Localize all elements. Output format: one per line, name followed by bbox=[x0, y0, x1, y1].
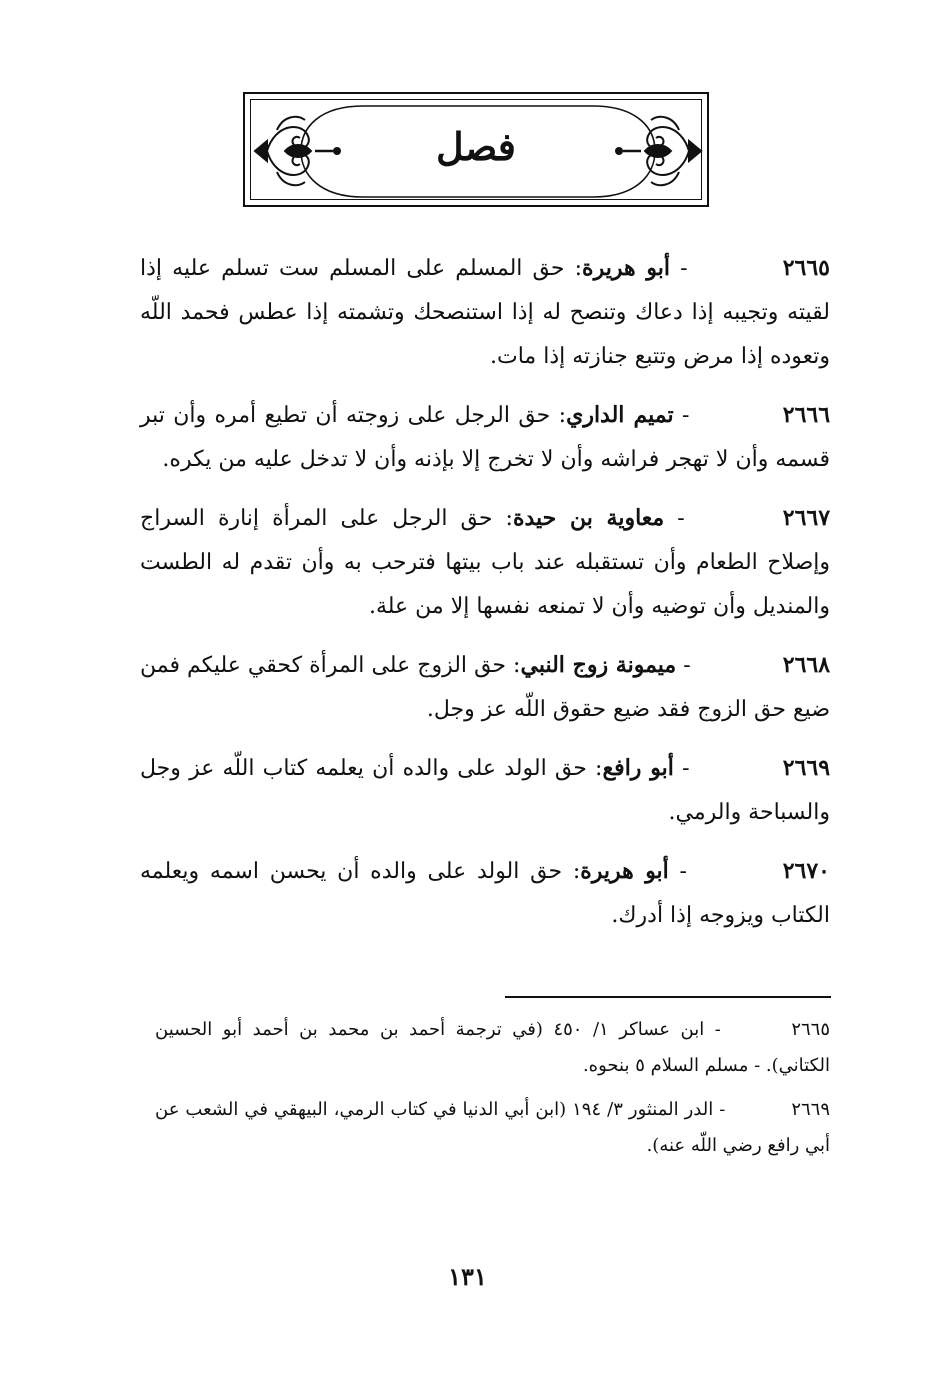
ornament-frame-art bbox=[245, 94, 711, 209]
hadith-entry: ٢٦٦٦ - تميم الداري: حق الرجل على زوجته أن تطيع أمره وأن تبر قسمه وأن لا تهجر فراشه وأن لا تخرج إلا بإذنه وأن لا تدخل عليه من يكره. bbox=[140, 402, 831, 472]
entry-number: ٢٦٦٧ bbox=[782, 505, 831, 531]
entry-text: حق الزوج على المرأة كحقي عليكم فمن ضيع حق الزوج فقد ضيع حقوق اللّه عز وجل. bbox=[140, 653, 830, 722]
left-ornament-icon bbox=[255, 117, 340, 185]
entry-number: ٢٦٧٠ bbox=[782, 858, 830, 884]
hadith-entries bbox=[140, 246, 830, 952]
footnote-number: ٢٦٦٥ bbox=[791, 1019, 830, 1040]
entry-text: حق الرجل على زوجته أن تطيع أمره وأن تبر قسمه وأن لا تهجر فراشه وأن لا تخرج إلا بإذنه وأن لا تدخل عليه من يكره. bbox=[140, 403, 830, 472]
footnote-text: ابن عساكر ١/ ٤٥٠ (في ترجمة أحمد بن محمد بن أحمد أبو الحسين الكتاني). - مسلم السلام ٥ بنحوه. bbox=[155, 1019, 830, 1076]
footnote-divider bbox=[505, 996, 831, 998]
narrator-name: معاوية بن حيدة bbox=[512, 505, 665, 531]
footnote-number: ٢٦٦٩ bbox=[791, 1099, 830, 1120]
footnotes bbox=[155, 1012, 830, 1172]
entry-number: ٢٦٦٦ bbox=[782, 402, 831, 428]
hadith-entry: ٢٦٧٠ - أبو هريرة: حق الولد على والده أن يحسن اسمه ويعلمه الكتاب ويزوجه إذا أدرك. bbox=[140, 858, 830, 928]
footnote: ٢٦٦٥ - ابن عساكر ١/ ٤٥٠ (في ترجمة أحمد بن محمد بن أحمد أبو الحسين الكتاني). - مسلم السلام ٥ بنحوه. bbox=[155, 1019, 830, 1076]
hadith-entry: ٢٦٦٧ - معاوية بن حيدة: حق الرجل على المرأة إنارة السراج وإصلاح الطعام وأن تستقبله عند باب بيتها فترحب به وأن تقدم له الطست والمنديل وأن توضيه وأن لا تمنعه نفسها إلا من علة. bbox=[140, 505, 831, 619]
footnote: ٢٦٦٩ - الدر المنثور ٣/ ١٩٤ (ابن أبي الدنيا في كتاب الرمي، البيهقي في الشعب عن أبي رافع رضي اللّه عنه). bbox=[155, 1099, 830, 1156]
entry-text: حق الولد على والده أن يحسن اسمه ويعلمه الكتاب ويزوجه إذا أدرك. bbox=[140, 859, 830, 928]
chapter-title: فصل bbox=[436, 124, 516, 169]
entry-number: ٢٦٦٥ bbox=[782, 255, 830, 281]
entry-text: حق الرجل على المرأة إنارة السراج وإصلاح الطعام وأن تستقبله عند باب بيتها فترحب به وأن تقدم له الطست والمنديل وأن توضيه وأن لا تمنعه نفسها إلا من علة. bbox=[140, 506, 830, 619]
narrator-name: تميم الداري bbox=[566, 402, 674, 428]
narrator-name: أبو رافع bbox=[602, 755, 674, 781]
narrator-name: أبو هريرة bbox=[580, 858, 669, 884]
page-number: ١٣١ bbox=[448, 1262, 487, 1291]
narrator-name: ميمونة زوج النبي bbox=[520, 652, 677, 678]
hadith-entry: ٢٦٦٩ - أبو رافع: حق الولد على والده أن يعلمه كتاب اللّه عز وجل والسباحة والرمي. bbox=[140, 755, 831, 825]
right-ornament-icon bbox=[616, 117, 701, 185]
hadith-entry: ٢٦٦٥ - أبو هريرة: حق المسلم على المسلم ست تسلم عليه إذا لقيته وتجيبه إذا دعاك وتنصح له إذا استنصحك وتشمته إذا عطس فحمد اللّه وتعوده إذا مرض وتتبع جنازته إذا مات. bbox=[140, 255, 830, 369]
entry-text: حق المسلم على المسلم ست تسلم عليه إذا لقيته وتجيبه إذا دعاك وتنصح له إذا استنصحك وتشمته إذا عطس فحمد اللّه وتعوده إذا مرض وتتبع جنازته إذا مات. bbox=[140, 256, 830, 369]
entry-text: حق الولد على والده أن يعلمه كتاب اللّه عز وجل والسباحة والرمي. bbox=[140, 756, 830, 825]
narrator-name: أبو هريرة bbox=[582, 255, 670, 281]
entry-number: ٢٦٦٩ bbox=[782, 755, 831, 781]
chapter-title-frame bbox=[243, 92, 709, 207]
footnote-text: الدر المنثور ٣/ ١٩٤ (ابن أبي الدنيا في كتاب الرمي، البيهقي في الشعب عن أبي رافع رضي اللّه عنه). bbox=[155, 1099, 830, 1156]
entry-number: ٢٦٦٨ bbox=[782, 652, 831, 678]
hadith-entry: ٢٦٦٨ - ميمونة زوج النبي: حق الزوج على المرأة كحقي عليكم فمن ضيع حق الزوج فقد ضيع حقوق اللّه عز وجل. bbox=[140, 652, 831, 722]
